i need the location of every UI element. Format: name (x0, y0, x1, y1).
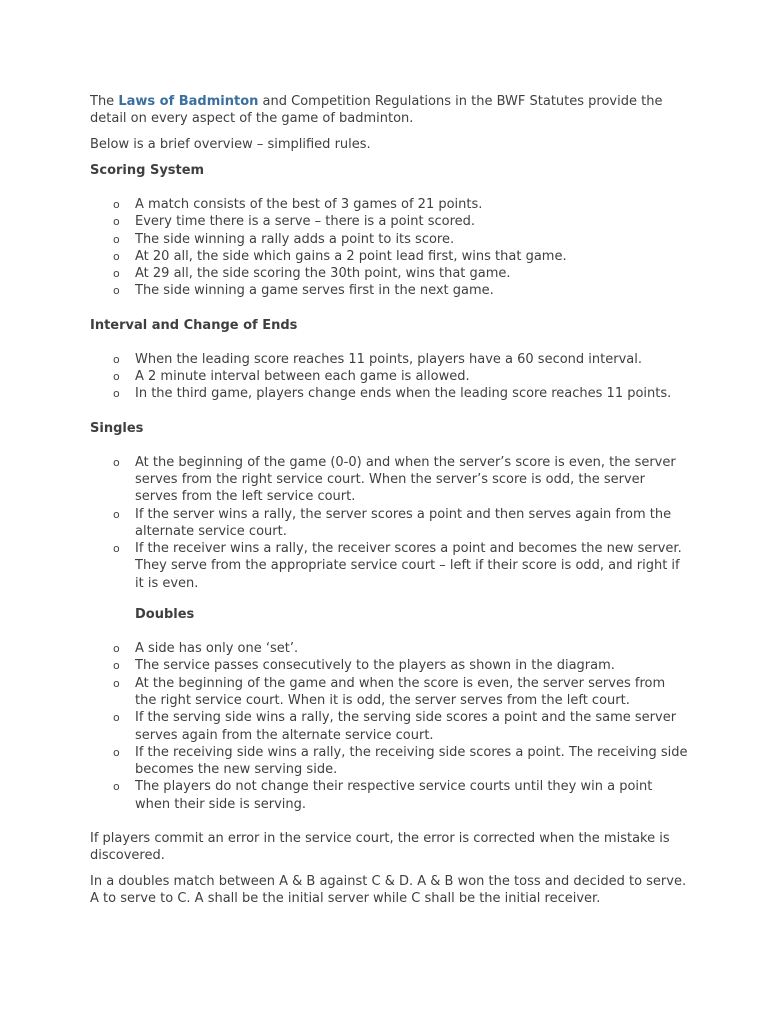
list-item (90, 282, 690, 299)
bullet-icon: o (113, 284, 120, 298)
intro-paragraph (90, 93, 690, 127)
heading-interval-change-ends: Interval and Change of Ends (90, 317, 298, 333)
section-singles (90, 420, 690, 592)
list-item-text: Every time there is a serve – there is a point scored. (135, 214, 476, 230)
list-item (90, 778, 690, 813)
bullet-icon: o (113, 249, 120, 263)
list-item (90, 351, 690, 368)
heading-doubles: Doubles (135, 607, 195, 623)
bullet-icon: o (113, 659, 120, 673)
interval-list (90, 351, 690, 403)
list-item-text: The side winning a rally adds a point to its score. (135, 231, 455, 247)
list-item (90, 385, 690, 402)
intro-prefix: The (90, 94, 119, 109)
list-item-text: A side has only one ‘set’. (135, 641, 299, 657)
list-item (90, 709, 690, 744)
bullet-icon: o (113, 267, 120, 281)
list-item-text: The side winning a game serves first in the next game. (135, 283, 494, 299)
list-item-text: A match consists of the best of 3 games of 21 points. (135, 197, 483, 212)
list-item (90, 454, 690, 506)
list-item-text: In the third game, players change ends when the leading score reaches 11 points. (135, 386, 672, 402)
list-item-text: At the beginning of the game (0-0) and when the server’s score is even, the server serves from the right service court. When the server’s score is odd, the server serves from the left service court. (135, 454, 676, 505)
list-item (90, 540, 690, 592)
heading-singles: Singles (90, 420, 144, 436)
bullet-icon: o (113, 642, 120, 656)
list-item-text: A 2 minute interval between each game is allowed. (135, 369, 470, 385)
list-item (90, 368, 690, 385)
section-scoring-system (90, 162, 690, 300)
list-item (90, 213, 690, 230)
list-item-text: At the beginning of the game and when the score is even, the server serves from the right service court. When it is odd, the server serves from the left court. (135, 675, 666, 708)
list-item-text: When the leading score reaches 11 points, players have a 60 second interval. (135, 351, 642, 367)
heading-scoring-system: Scoring System (90, 163, 205, 178)
doubles-list (90, 640, 690, 813)
list-item-text: If the server wins a rally, the server scores a point and then serves again from the alternate service court. (135, 506, 672, 539)
list-item (90, 640, 690, 657)
section-interval-change-ends (90, 317, 690, 403)
list-item-text: At 29 all, the side scoring the 30th point, wins that game. (135, 266, 511, 282)
bullet-icon: o (113, 215, 120, 229)
bullet-icon: o (113, 198, 120, 211)
doubles-example-paragraph: In a doubles match between A & B against C & D. A & B won the toss and decided to serve. A to serve to C. A shall be the initial server while C shall be the initial receiver. (90, 874, 687, 907)
list-item-text: The service passes consecutively to the players as shown in the diagram. (135, 658, 615, 674)
bullet-icon: o (113, 676, 120, 690)
bullet-icon: o (113, 542, 120, 556)
list-item (90, 248, 690, 265)
list-item-text: The players do not change their respective service courts until they win a point when their side is serving. (135, 779, 653, 812)
singles-list (90, 454, 690, 592)
bullet-icon: o (113, 352, 120, 366)
list-item-text: If the receiver wins a rally, the receiver scores a point and becomes the new server. They serve from the appropriate service court – left if their score is odd, and right if it is even. (135, 541, 682, 591)
list-item (90, 675, 690, 710)
list-item (90, 657, 690, 674)
laws-of-badminton-link[interactable]: Laws of Badminton (118, 94, 259, 109)
bullet-icon: o (113, 455, 120, 469)
list-item-text: If the receiving side wins a rally, the receiving side scores a point. The receiving side becomes the new serving side. (135, 744, 688, 778)
bullet-icon: o (113, 370, 120, 384)
bullet-icon: o (113, 780, 120, 794)
list-item (90, 196, 690, 213)
list-item (90, 265, 690, 282)
list-item (90, 231, 690, 248)
list-item-text: If the serving side wins a rally, the serving side scores a point and the same server serves again from the alternate service court. (135, 710, 677, 743)
bullet-icon: o (113, 232, 120, 246)
bullet-icon: o (113, 711, 120, 725)
bullet-icon: o (113, 507, 120, 521)
bullet-icon: o (113, 387, 120, 401)
error-correction-paragraph: If players commit an error in the service court, the error is corrected when the mistake is discovered. (90, 831, 670, 864)
bullet-icon: o (113, 745, 120, 759)
article-body (90, 93, 690, 907)
intro-suffix: and Competition Regulations in the BWF Statutes provide the detail on every aspect of the game of badminton. (90, 94, 663, 126)
scoring-list (90, 196, 690, 300)
list-item (90, 744, 690, 779)
overview-paragraph: Below is a brief overview – simplified rules. (90, 137, 371, 152)
list-item (90, 506, 690, 541)
section-doubles (90, 606, 690, 813)
list-item-text: At 20 all, the side which gains a 2 point lead first, wins that game. (135, 248, 567, 264)
